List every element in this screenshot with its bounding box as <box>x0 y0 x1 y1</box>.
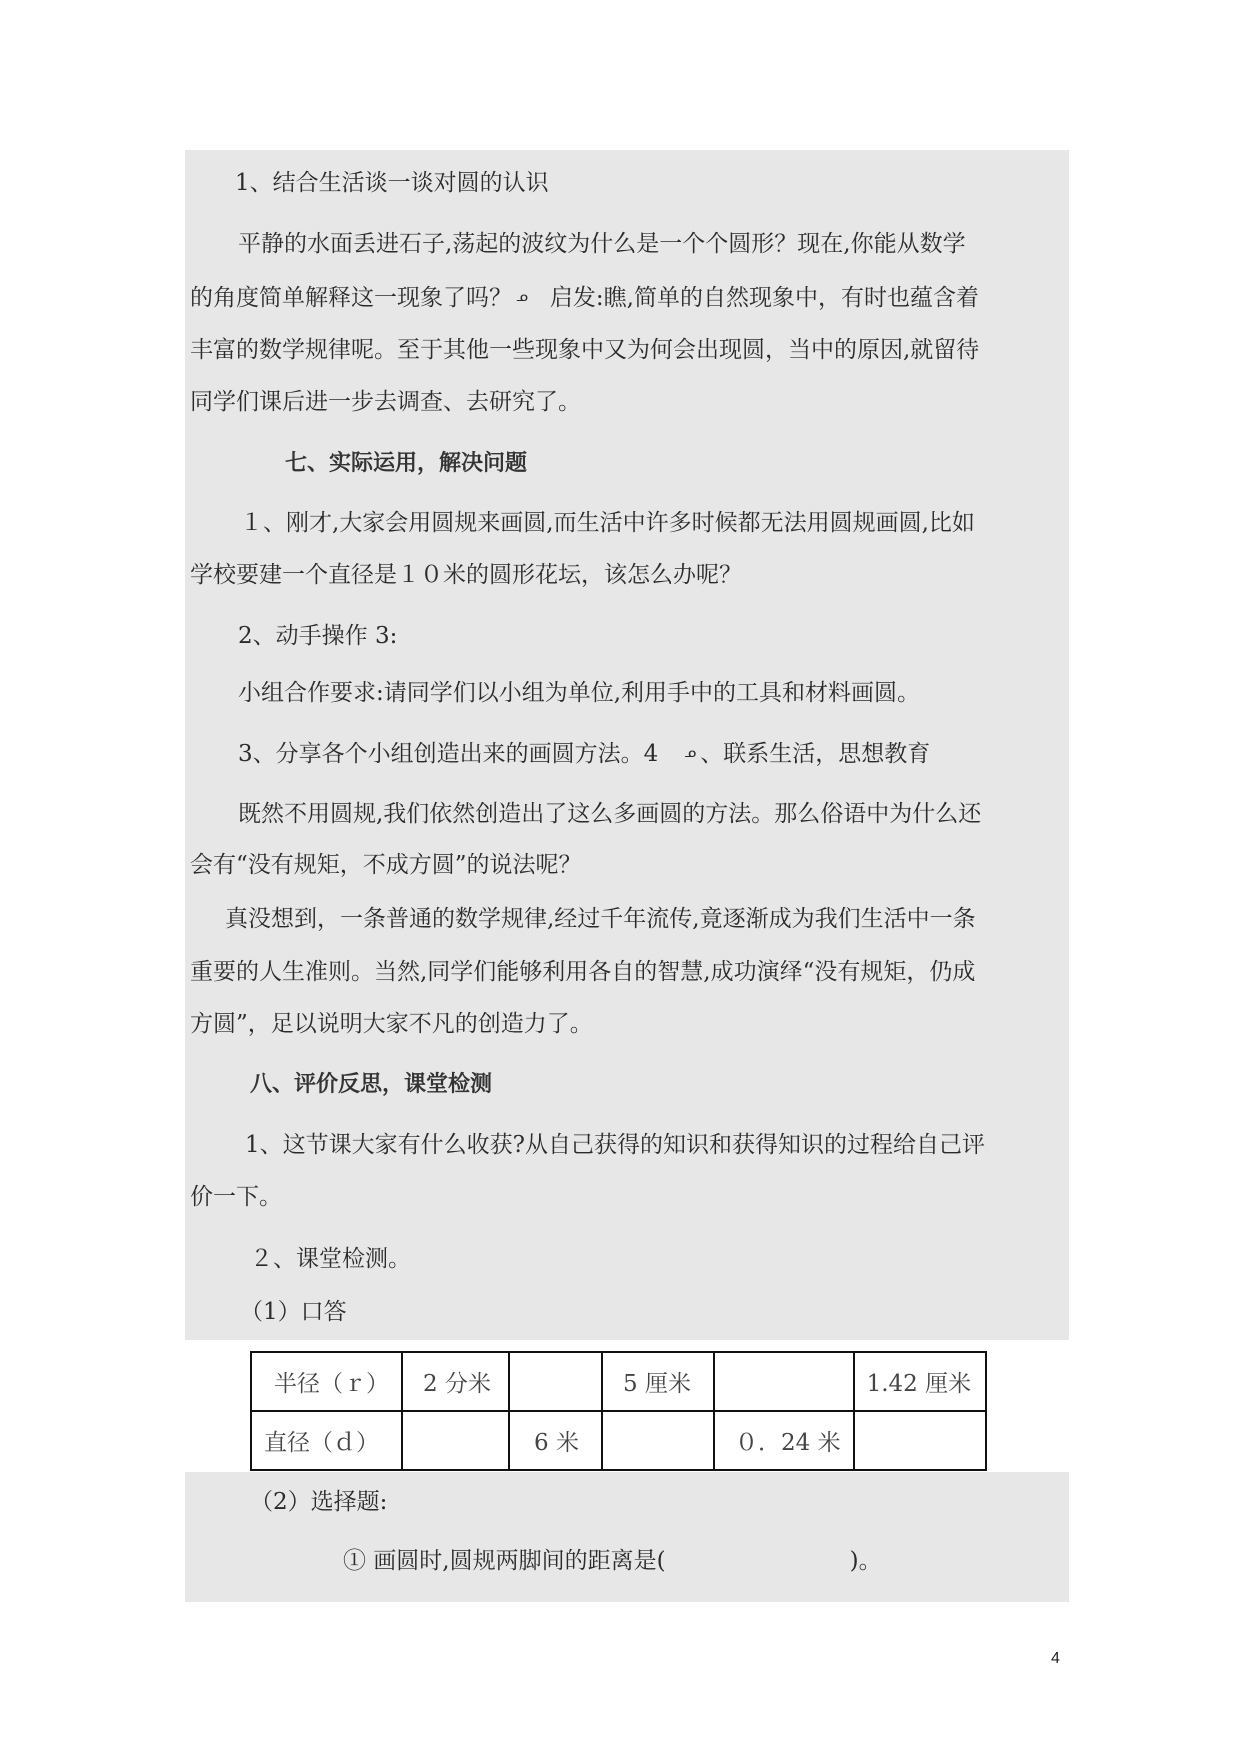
table-cell: ０．24 米 <box>714 1411 854 1470</box>
paragraph-line: 同学们课后进一步去调查、去研究了。 <box>190 389 581 415</box>
paragraph-text: 的角度简单解释这一现象了吗？ <box>190 285 512 311</box>
paragraph-line: ２、课堂检测。 <box>250 1246 411 1272</box>
paragraph-line: 1、结合生活谈一谈对圆的认识 <box>235 170 549 196</box>
paragraph-line <box>190 282 979 313</box>
paragraph-line: 价一下。 <box>190 1184 282 1210</box>
table-cell: 6 米 <box>509 1411 602 1470</box>
table-cell <box>402 1411 509 1470</box>
table-cell: 5 厘米 <box>602 1352 714 1411</box>
paragraph-line: １、刚才,大家会用圆规来画圆,而生活中许多时候都无法用圆规画圆,比如 <box>240 510 975 536</box>
table-cell <box>602 1411 714 1470</box>
paragraph-line: 小组合作要求:请同学们以小组为单位,利用手中的工具和材料画圆。 <box>238 680 921 706</box>
paragraph-line: ① 画圆时,圆规两脚间的距离是( )。 <box>343 1548 882 1574</box>
table-cell: 半径（ｒ） <box>251 1352 402 1411</box>
stray-glyph: ᓄ <box>516 289 528 305</box>
paragraph-text: 启发:瞧,简单的自然现象中，有时也蕴含着 <box>549 285 979 311</box>
paragraph-text: 、联系生活，思想教育 <box>700 741 931 767</box>
table-row <box>251 1411 986 1470</box>
paragraph-line: 2、动手操作 3: <box>238 623 398 649</box>
paragraph-line: （1）口答 <box>240 1299 347 1325</box>
table-cell <box>714 1352 854 1411</box>
paragraph-line: 既然不用圆规,我们依然创造出了这么多画圆的方法。那么俗语中为什么还 <box>238 801 982 827</box>
table-cell: 2 分米 <box>402 1352 509 1411</box>
section-heading: 八、评价反思，课堂检测 <box>250 1072 493 1097</box>
radius-diameter-table <box>250 1351 987 1471</box>
paragraph-line: 1、这节课大家有什么收获?从自己获得的知识和获得知识的过程给自己评 <box>245 1132 985 1158</box>
table-row <box>251 1352 986 1411</box>
paragraph-line: （2）选择题: <box>250 1489 388 1515</box>
table-cell: 1.42 厘米 <box>854 1352 986 1411</box>
paragraph-line: 真没想到，一条普通的数学规律,经过千年流传,竟逐渐成为我们生活中一条 <box>225 906 976 932</box>
table-cell <box>509 1352 602 1411</box>
table-cell: 直径（ｄ） <box>251 1411 402 1470</box>
table-cell <box>854 1411 986 1470</box>
stray-glyph: ᓄ <box>684 745 697 761</box>
page-number: 4 <box>1051 1650 1060 1667</box>
paragraph-line: 会有“没有规矩，不成方圆”的说法呢？ <box>190 852 582 878</box>
paragraph-line: 学校要建一个直径是１０米的圆形花坛，该怎么办呢？ <box>190 562 742 588</box>
paragraph-line <box>238 738 930 769</box>
section-heading: 七、实际运用，解决问题 <box>285 451 528 476</box>
paragraph-line: 丰富的数学规律呢。至于其他一些现象中又为何会出现圆，当中的原因,就留待 <box>190 337 980 363</box>
paragraph-line: 重要的人生准则。当然,同学们能够利用各自的智慧,成功演绎“没有规矩，仍成 <box>190 959 976 985</box>
paragraph-line: 方圆”，足以说明大家不凡的创造力了。 <box>190 1011 593 1037</box>
paragraph-text: 3、分享各个小组创造出来的画圆方法。4 <box>238 741 659 767</box>
paragraph-line: 平静的水面丢进石子,荡起的波纹为什么是一个个圆形？现在,你能从数学 <box>238 231 966 257</box>
